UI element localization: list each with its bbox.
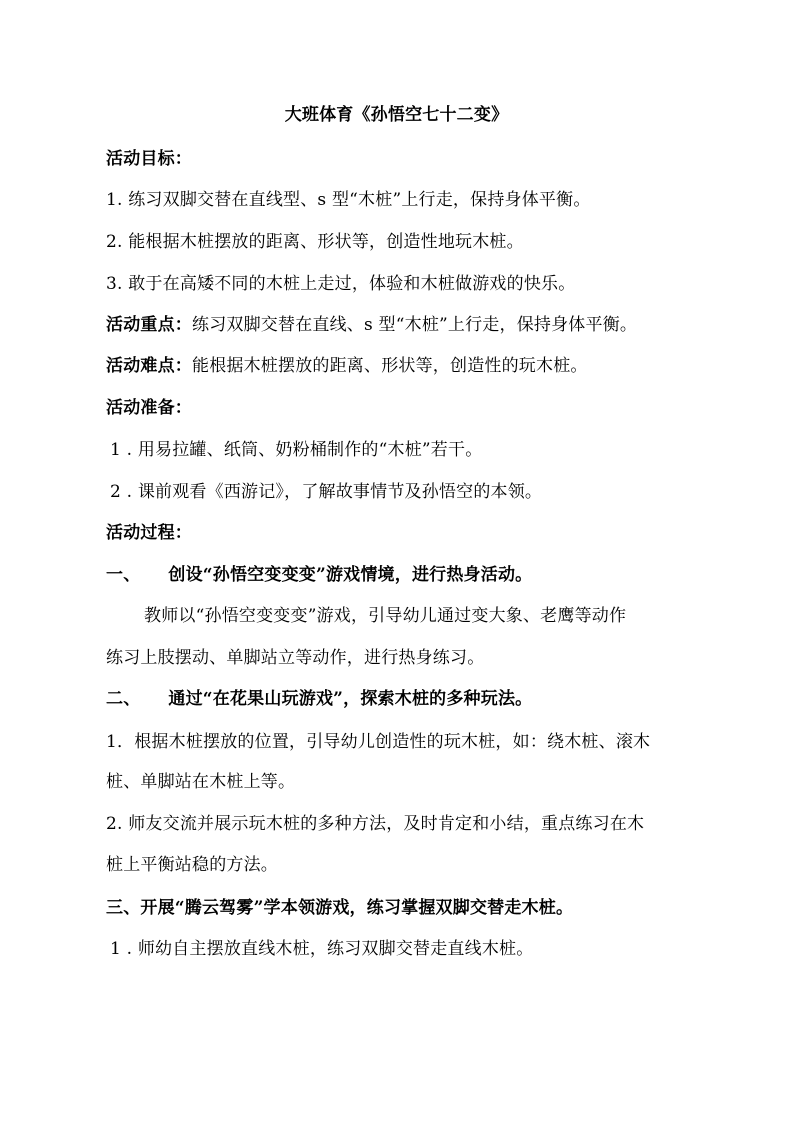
section1-number: 一、: [106, 565, 141, 585]
section1-title: 创设“孙悟空变变变”游戏情境，进行热身活动。: [168, 565, 533, 585]
key-point-line: [106, 314, 696, 336]
section2-item1-line1: 1．根据木桩摆放的位置，引导幼儿创造性的玩木桩，如：绕木桩、滚木: [106, 732, 651, 752]
section2-item1-line2: 桩、单脚站在木桩上等。: [106, 772, 296, 792]
difficulty-label: 活动难点：: [106, 356, 192, 376]
goal-item-2: 2. 能根据木桩摆放的距离、形状等，创造性地玩木桩。: [106, 232, 524, 252]
section1-heading: [106, 564, 696, 586]
section2-heading: [106, 688, 696, 710]
goal-item-3: 3. 敢于在高矮不同的木桩上走过，体验和木桩做游戏的快乐。: [106, 274, 576, 294]
key-point-label: 活动重点：: [106, 315, 192, 335]
preparation-item-2: 2 . 课前观看《西游记》，了解故事情节及孙悟空的本领。: [110, 482, 543, 502]
section1-paragraph-line1: 教师以“孙悟空变变变”游戏，引导幼儿通过变大象、老鹰等动作: [144, 606, 627, 626]
preparation-heading: 活动准备：: [106, 398, 192, 418]
section2-number: 二、: [106, 689, 141, 709]
goal-item-1: 1. 练习双脚交替在直线型、s 型“木桩”上行走，保持身体平衡。: [106, 190, 591, 210]
difficulty-text: 能根据木桩摆放的距离、形状等，创造性的玩木桩。: [192, 356, 588, 376]
goals-heading: 活动目标：: [106, 149, 192, 169]
section3-heading: 三、开展“腾云驾雾”学本领游戏，练习掌握双脚交替走木桩。: [106, 898, 574, 918]
section2-title: 通过“在花果山玩游戏”，探索木桩的多种玩法。: [168, 689, 533, 709]
process-heading: 活动过程：: [106, 523, 192, 543]
section2-item2-line1: 2. 师友交流并展示玩木桩的多种方法，及时肯定和小结，重点练习在木: [106, 814, 645, 834]
section2-item2-line2: 桩上平衡站稳的方法。: [106, 855, 278, 875]
key-point-text: 练习双脚交替在直线、s 型“木桩”上行走，保持身体平衡。: [192, 315, 638, 335]
section1-paragraph-line2: 练习上肢摆动、单脚站立等动作，进行热身练习。: [106, 648, 485, 668]
preparation-item-1: 1 . 用易拉罐、纸筒、奶粉桶制作的“木桩”若干。: [110, 440, 483, 460]
section3-item-1: 1 . 师幼自主摆放直线木桩，练习双脚交替走直线木桩。: [110, 939, 534, 959]
difficulty-line: [106, 355, 696, 377]
document-title: 大班体育《孙悟空七十二变》: [284, 105, 509, 125]
